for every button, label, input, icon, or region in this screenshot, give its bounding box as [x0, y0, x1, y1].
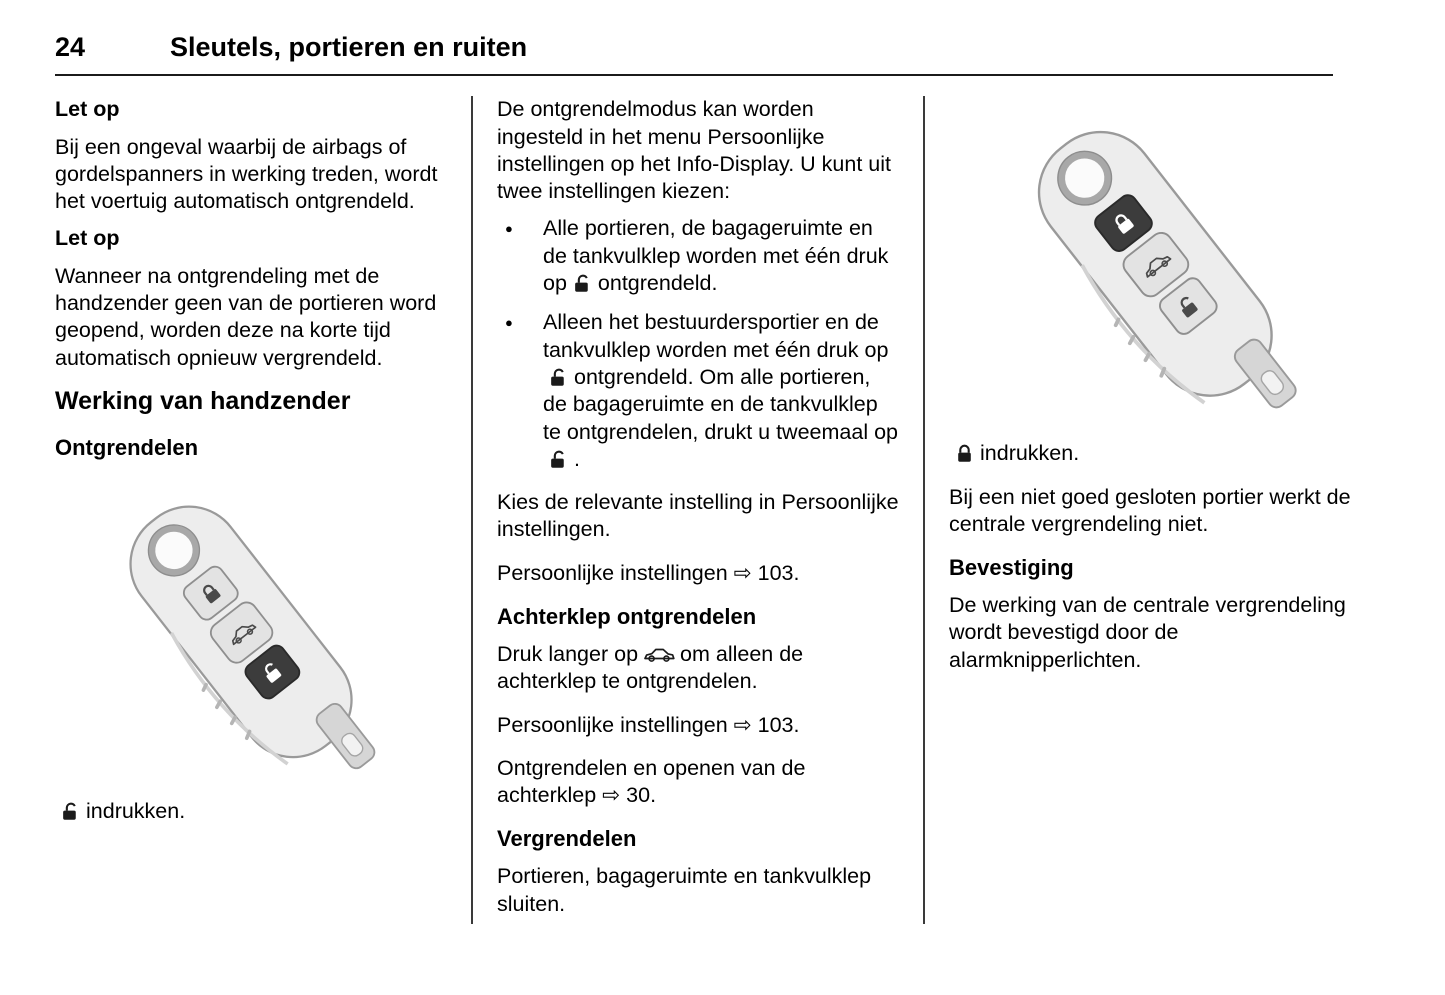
bullet-item	[497, 309, 899, 473]
reference-line: Persoonlijke instellingen ⇨ 103.	[497, 560, 800, 585]
subsection-title: Ontgrendelen	[55, 434, 199, 460]
unlock-caption	[55, 798, 447, 825]
note-title: Let op	[55, 97, 120, 122]
column-3	[949, 96, 1351, 928]
bullet-marker: ●	[505, 315, 513, 331]
unlock-icon	[548, 367, 569, 388]
note-title: Let op	[55, 226, 120, 251]
reference-line: Persoonlijke instellingen ⇨ 103.	[497, 712, 800, 737]
vergrendelen-title: Vergrendelen	[497, 826, 637, 852]
bullet-marker: ●	[505, 221, 513, 237]
section-title: Werking van handzender	[55, 386, 351, 415]
unlock-icon	[60, 801, 81, 822]
bevestiging-paragraph: De werking van de centrale vergrendeling wordt bevestigd door de alarmknipperlichten.	[949, 593, 1346, 672]
caption-text: indrukken.	[86, 798, 186, 823]
manual-page	[0, 30, 1445, 995]
warning-paragraph: Bij een niet goed gesloten portier werkt de centrale vergrendeling niet.	[949, 484, 1351, 536]
achterklep-title: Achterklep ontgrendelen	[497, 604, 757, 630]
column-2	[497, 96, 899, 928]
page-number: 24	[55, 32, 86, 62]
remote-key-unlock-image	[45, 472, 427, 792]
lock-caption	[949, 440, 1351, 467]
unlock-icon	[548, 449, 569, 470]
intro-paragraph: De ontgrendelmodus kan worden ingesteld in het menu Persoonlijke instellingen op het Info-Display. U kunt uit twee instellingen kiezen:	[497, 97, 891, 204]
column-1	[55, 96, 447, 928]
tailgate-icon	[643, 645, 675, 663]
lock-icon	[954, 443, 975, 464]
column-divider	[471, 96, 473, 924]
vergrendelen-paragraph: Portieren, bagageruimte en tankvulklep sluiten.	[497, 864, 872, 916]
achterklep-paragraph: Druk langer op om alleen de achterklep te ontgrendelen.	[497, 641, 804, 694]
note-body: Bij een ongeval waarbij de airbags of gordelspanners in werking treden, wordt het voertuig automatisch ontgrendeld.	[55, 134, 438, 214]
page-content	[55, 96, 1445, 928]
bullet-item	[497, 215, 899, 297]
kies-paragraph: Kies de relevante instelling in Persoonlijke instellingen.	[497, 490, 899, 542]
page-title: Sleutels, portieren en ruiten	[170, 32, 528, 62]
bevestiging-title: Bevestiging	[949, 555, 1074, 581]
page-header	[55, 30, 1333, 76]
bullet-text: Alleen het bestuurdersportier en de tankvulklep worden met één druk opontgrendeld. Om alle portieren, de bagageruimte en de tankvulklep te ontgrendelen, drukt u tweemaal op.	[543, 310, 898, 471]
note-body: Wanneer na ontgrendeling met de handzender geen van de portieren word geopend, worden deze na korte tijd automatisch opnieuw vergrendeld.	[55, 263, 437, 370]
caption-text: indrukken.	[980, 441, 1080, 466]
bullet-text: Alle portieren, de bagageruimte en de tankvulklep worden met één druk op ontgrendeld.	[543, 216, 889, 296]
reference-line: Ontgrendelen en openen van de achterklep ⇨ 30.	[497, 755, 806, 808]
unlock-icon	[572, 273, 593, 294]
remote-key-lock-image	[949, 96, 1351, 432]
column-divider	[923, 96, 925, 924]
